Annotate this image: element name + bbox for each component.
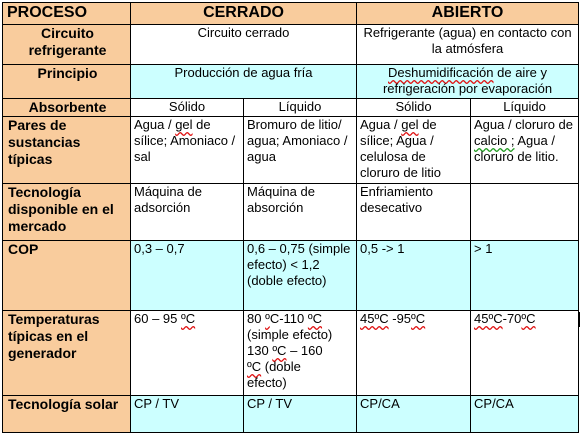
cell-temperaturas-2 (244, 311, 357, 396)
cell-line: (simple efecto) (247, 327, 333, 342)
cell-text: 130 (247, 343, 273, 358)
cell-text: -95 (388, 311, 412, 326)
row-label-cop: COP (3, 241, 131, 311)
cell-text: -70 (502, 311, 522, 326)
cell-text: Agua / cloruro de litio. (474, 133, 559, 164)
spellcheck-word: Deshumidificación (388, 65, 494, 80)
cell-text: 60 – 95 (134, 311, 181, 326)
cell-pares-4 (471, 117, 579, 184)
spellcheck-word: ºC (247, 359, 262, 374)
row-principio (3, 65, 579, 99)
cell-pares-3 (357, 117, 471, 184)
cell-tecnologia-3: Enfriamiento desecativo (357, 184, 471, 241)
cell-pares-1 (131, 117, 244, 184)
cell-text: 80 (247, 311, 266, 326)
header-row (3, 3, 579, 25)
spellcheck-word: ºC (411, 311, 426, 326)
cell-text: C-110 (269, 311, 308, 326)
cell-text: Agua / cloruro de (474, 117, 574, 132)
header-cerrado: CERRADO (131, 3, 357, 25)
row-absorbente (3, 99, 579, 117)
row-label-circuito: Circuito refrigerante (3, 25, 131, 65)
row-solar (3, 396, 579, 433)
cell-absorbente-4: Líquido (471, 99, 579, 117)
cell-text: de sílice; Amoniaco / sal (134, 117, 236, 164)
spellcheck-word: 45ºC (360, 311, 389, 326)
row-tecnologia (3, 184, 579, 241)
spellcheck-word: ºC (307, 311, 323, 326)
cell-tecnologia-4 (471, 184, 579, 241)
spellcheck-word: ºC (272, 343, 287, 358)
cell-circuito-abierto: Refrigerante (agua) en contacto con la atmósfera (357, 25, 579, 65)
cell-temperaturas-1 (131, 311, 244, 396)
row-label-solar: Tecnología solar (3, 396, 131, 433)
cell-solar-4: CP/CA (471, 396, 579, 433)
cell-cop-4: > 1 (471, 241, 579, 311)
comparison-table (2, 2, 579, 433)
row-label-temperaturas: Temperaturas típicas en el generador (3, 311, 131, 396)
cell-text: Agua / (360, 117, 402, 132)
row-circuito (3, 25, 579, 65)
cell-text: – 160 (286, 343, 323, 358)
row-label-absorbente: Absorbente (3, 99, 131, 117)
cell-temperaturas-3 (357, 311, 471, 396)
cell-temperaturas-4 (471, 311, 579, 396)
cell-absorbente-3: Sólido (357, 99, 471, 117)
cell-line (247, 359, 353, 375)
cell-principio-abierto (357, 65, 579, 99)
cell-cop-1: 0,3 – 0,7 (131, 241, 244, 311)
row-cop (3, 241, 579, 311)
row-label-tecnologia: Tecnología disponible en el mercado (3, 184, 131, 241)
cell-solar-3: CP/CA (357, 396, 471, 433)
cell-line: efecto) (247, 375, 287, 390)
cell-tecnologia-1: Máquina de adsorción (131, 184, 244, 241)
row-label-principio: Principio (3, 65, 131, 99)
cell-text: Agua / (134, 117, 176, 132)
spellcheck-word: 45ºC (474, 311, 503, 326)
header-abierto: ABIERTO (357, 3, 579, 25)
row-pares (3, 117, 579, 184)
row-temperaturas (3, 311, 579, 396)
cell-line (247, 343, 353, 359)
cell-line (247, 311, 353, 327)
row-label-pares: Pares de sustancias típicas (3, 117, 131, 184)
spellcheck-word: º (265, 311, 270, 326)
cell-pares-2: Bromuro de litio/ agua; Amoniaco / agua (244, 117, 357, 184)
cell-text: de sílice; Agua / celulosa de cloruro de litio (360, 117, 441, 180)
cell-tecnologia-2: Máquina de absorción (244, 184, 357, 241)
cell-cop-2: 0,6 – 0,75 (simple efecto) < 1,2 (doble efecto) (244, 241, 357, 311)
spellcheck-word: ºC (521, 311, 536, 326)
cell-text: (doble (261, 359, 301, 374)
text-cursor (578, 312, 580, 327)
spellcheck-word: gel (401, 117, 419, 132)
cell-absorbente-2: Líquido (244, 99, 357, 117)
spellcheck-word: ºC (181, 311, 196, 326)
cell-solar-1: CP / TV (131, 396, 244, 433)
cell-absorbente-1: Sólido (131, 99, 244, 117)
cell-principio-cerrado: Producción de agua fría (131, 65, 357, 99)
cell-cop-3: 0,5 -> 1 (357, 241, 471, 311)
cell-circuito-cerrado: Circuito cerrado (131, 25, 357, 65)
cell-solar-2: CP / TV (244, 396, 357, 433)
header-proceso: PROCESO (3, 3, 131, 25)
spellcheck-word: gel (175, 117, 193, 132)
grammar-check-word: calcio ; (474, 133, 515, 148)
cell-text: de aire y refrigeración por evaporación (382, 65, 553, 96)
